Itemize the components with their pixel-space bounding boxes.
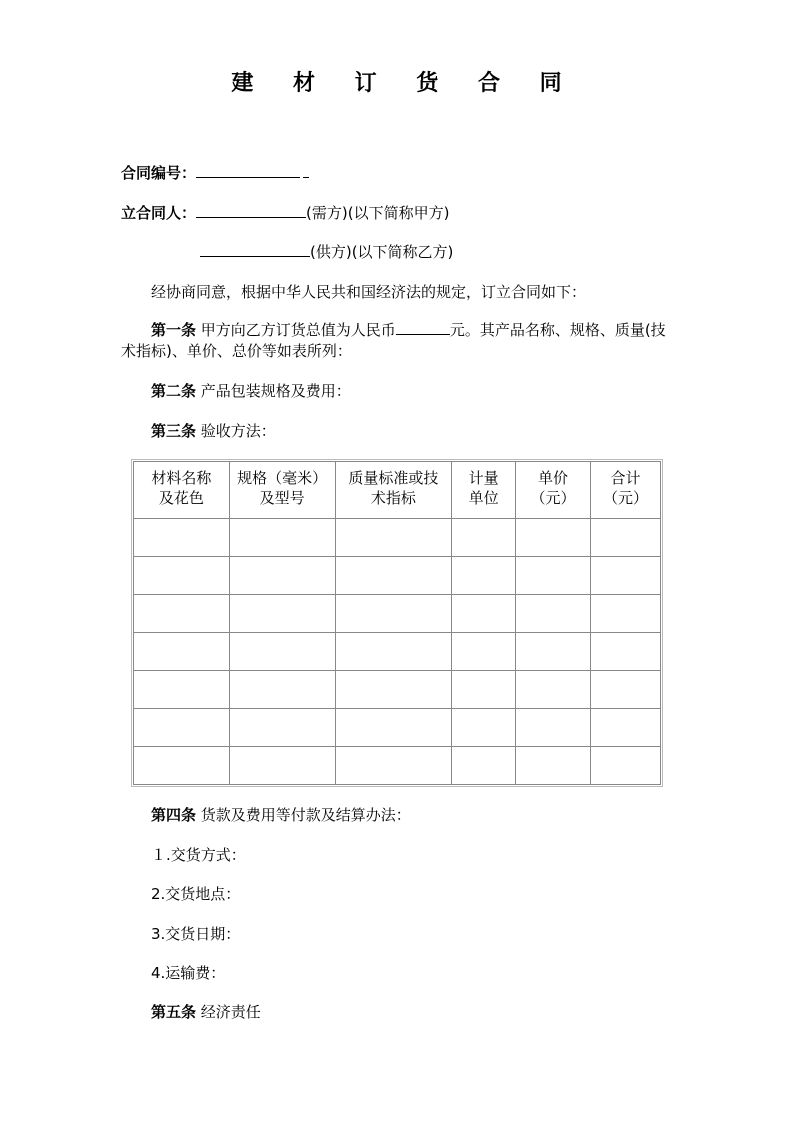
table-cell[interactable]	[591, 633, 661, 671]
table-row	[134, 709, 661, 747]
article-4	[151, 805, 411, 825]
table-cell[interactable]	[452, 519, 516, 557]
buyer-note: (需方)(以下简称甲方)	[306, 204, 450, 222]
table-cell[interactable]	[229, 671, 335, 709]
article-4-heading: 第四条	[151, 806, 197, 824]
table-cell[interactable]	[591, 671, 661, 709]
article-1-text-a: 甲方向乙方订货总值为人民币	[200, 321, 396, 339]
article-2	[151, 381, 351, 401]
table-cell[interactable]	[134, 519, 230, 557]
table-cell[interactable]	[516, 709, 591, 747]
table-cell[interactable]	[229, 557, 335, 595]
article-4-item: １.交货方式：	[151, 846, 246, 864]
article-4-item: 2.交货地点：	[151, 885, 241, 903]
header-spec: 规格（毫米） 及型号	[229, 462, 335, 519]
table-cell[interactable]	[516, 557, 591, 595]
table-header-row	[134, 462, 661, 519]
table-cell[interactable]	[591, 709, 661, 747]
table-cell[interactable]	[134, 747, 230, 785]
article-1-heading: 第一条	[151, 321, 197, 339]
contract-number-blank-tail	[303, 163, 309, 178]
article-3-heading: 第三条	[151, 422, 197, 440]
parties-label: 立合同人：	[121, 204, 197, 222]
table-cell[interactable]	[335, 557, 452, 595]
header-unit: 计量 单位	[452, 462, 516, 519]
table-row	[134, 671, 661, 709]
table-cell[interactable]	[335, 747, 452, 785]
contract-number-row	[121, 163, 309, 183]
buyer-blank[interactable]	[196, 203, 306, 218]
contract-number-label: 合同编号：	[121, 164, 197, 182]
table-cell[interactable]	[516, 595, 591, 633]
header-material: 材料名称 及花色	[134, 462, 230, 519]
article-3	[151, 421, 276, 441]
table-cell[interactable]	[134, 709, 230, 747]
table-cell[interactable]	[591, 595, 661, 633]
total-amount-blank[interactable]	[396, 320, 450, 335]
article-4-text: 货款及费用等付款及结算办法：	[200, 806, 411, 824]
table-cell[interactable]	[134, 595, 230, 633]
table-cell[interactable]	[591, 519, 661, 557]
article-2-heading: 第二条	[151, 382, 197, 400]
article-5-heading: 第五条	[151, 1003, 197, 1021]
table-cell[interactable]	[452, 557, 516, 595]
article-3-text: 验收方法：	[200, 422, 276, 440]
table-row	[134, 519, 661, 557]
table-cell[interactable]	[335, 595, 452, 633]
table-cell[interactable]	[134, 671, 230, 709]
table-row	[134, 747, 661, 785]
seller-blank[interactable]	[200, 242, 310, 257]
table-cell[interactable]	[335, 709, 452, 747]
table-cell[interactable]	[134, 557, 230, 595]
table-cell[interactable]	[516, 671, 591, 709]
table-row	[134, 595, 661, 633]
table-cell[interactable]	[335, 633, 452, 671]
article-5	[151, 1002, 261, 1022]
table-cell[interactable]	[335, 519, 452, 557]
seller-row	[200, 242, 453, 262]
table-cell[interactable]	[134, 633, 230, 671]
table-cell[interactable]	[516, 747, 591, 785]
article-4-item: 3.交货日期：	[151, 925, 241, 943]
contract-title: 建 材 订 货 合 同	[231, 70, 578, 96]
article-2-text: 产品包装规格及费用：	[200, 382, 351, 400]
table-cell[interactable]	[516, 633, 591, 671]
table-cell[interactable]	[229, 595, 335, 633]
table-cell[interactable]	[229, 709, 335, 747]
header-quality: 质量标准或技 术指标	[335, 462, 452, 519]
header-total: 合计 （元）	[591, 462, 661, 519]
contract-number-blank[interactable]	[196, 163, 300, 178]
table-cell[interactable]	[452, 709, 516, 747]
table-cell[interactable]	[229, 519, 335, 557]
article-4-item: 4.运输费：	[151, 964, 226, 982]
table-cell[interactable]	[229, 633, 335, 671]
table-cell[interactable]	[452, 671, 516, 709]
header-unit-price: 单价 （元）	[516, 462, 591, 519]
table-cell[interactable]	[452, 633, 516, 671]
seller-note: (供方)(以下简称乙方)	[310, 243, 454, 261]
table-cell[interactable]	[335, 671, 452, 709]
buyer-row	[121, 203, 449, 223]
goods-table	[133, 461, 661, 785]
table-row	[134, 557, 661, 595]
table-cell[interactable]	[452, 747, 516, 785]
table-row	[134, 633, 661, 671]
article-1	[121, 320, 676, 362]
table-cell[interactable]	[591, 747, 661, 785]
table-cell[interactable]	[452, 595, 516, 633]
intro-text: 经协商同意，根据中华人民共和国经济法的规定，订立合同如下：	[151, 283, 587, 301]
table-cell[interactable]	[229, 747, 335, 785]
table-cell[interactable]	[516, 519, 591, 557]
table-cell[interactable]	[591, 557, 661, 595]
article-5-text: 经济责任	[200, 1003, 261, 1021]
article-1-text-b: 元。其产品名称、规格、质量(技术指标)、单价、总价等如表所列：	[121, 321, 666, 360]
